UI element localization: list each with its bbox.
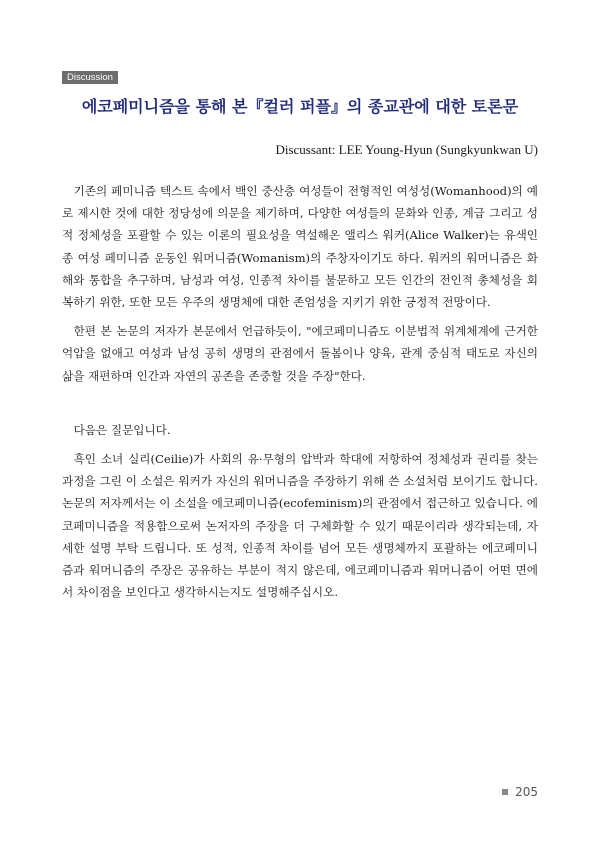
- paragraph-question-lead: 다음은 질문입니다.: [73, 422, 171, 437]
- page-title: 에코페미니즘을 통해 본『컬러 퍼플』의 종교관에 대한 토론문: [81, 97, 519, 116]
- page-number-value: 205: [515, 785, 538, 799]
- paragraph-question: 흑인 소녀 실리(Ceilie)가 사회의 유·무형의 압박과 학대에 저항하여 정체성과 권리를 찾는 과정을 그린 이 소설은 워커가 자신의 워머니즘을 주장하기 위해 쓴 소설처럼 보이기도 합니다. 논문의 저자께서는 이 소설을 에코페미니즘(ecofeminism)의 관점에서 접근하고 있습니다. 에코페미니즘을 적용함으로써 논저자의 주장을 더 구체화할 수 있기 때문이리라 생각되는데, 자세한 설명 부탁 드립니다. 또 성적, 인종적 차이를 넘어 모든 생명체까지 포괄하는 에코페미니즘과 워머니즘의 주장은 공유하는 부분이 적지 않은데, 에코페미니즘과 워머니즘이 어떤 면에서 차이점을 보인다고 생각하시는지도 설명해주십시오.: [62, 452, 538, 600]
- square-bullet-icon: [502, 789, 508, 795]
- paragraph-ecofeminism: 한편 본 논문의 저자가 본문에서 언급하듯이, "에코페미니즘도 이분법적 위계체계에 근거한 억압을 없애고 여성과 남성 공히 생명의 관점에서 돌봄이나 양육, 관계 중심적 태도로 자신의 삶을 재편하며 인간과 자연의 공존을 존중할 것을 주장"한다.: [62, 324, 538, 383]
- discussant-line: Discussant: LEE Young-Hyun (Sungkyunkwan U): [275, 142, 538, 157]
- section-tag: Discussion: [62, 71, 118, 84]
- paragraph-intro: 기존의 페미니즘 텍스트 속에서 백인 중산층 여성들이 전형적인 여성성(Womanhood)의 예로 제시한 것에 대한 정당성에 의문을 제기하며, 다양한 여성들의 문화와 인종, 계급 그리고 성적 정체성을 포괄할 수 있는 이론의 필요성을 역설해온 앨리스 워커(Alice Walker)는 유색인종 여성 페미니즘 운동인 워머니즘(Womanism)의 주창자이기도 하다. 워커의 워머니즘은 화해와 통합을 추구하며, 남성과 여성, 인종적 차이를 불문하고 모든 인간의 전인적 총체성을 회복하기 위한, 또한 모든 우주의 생명체에 대한 존엄성을 지키기 위한 긍정적 전망이다.: [62, 184, 538, 310]
- page-number: [502, 784, 538, 800]
- body-text: [62, 180, 538, 603]
